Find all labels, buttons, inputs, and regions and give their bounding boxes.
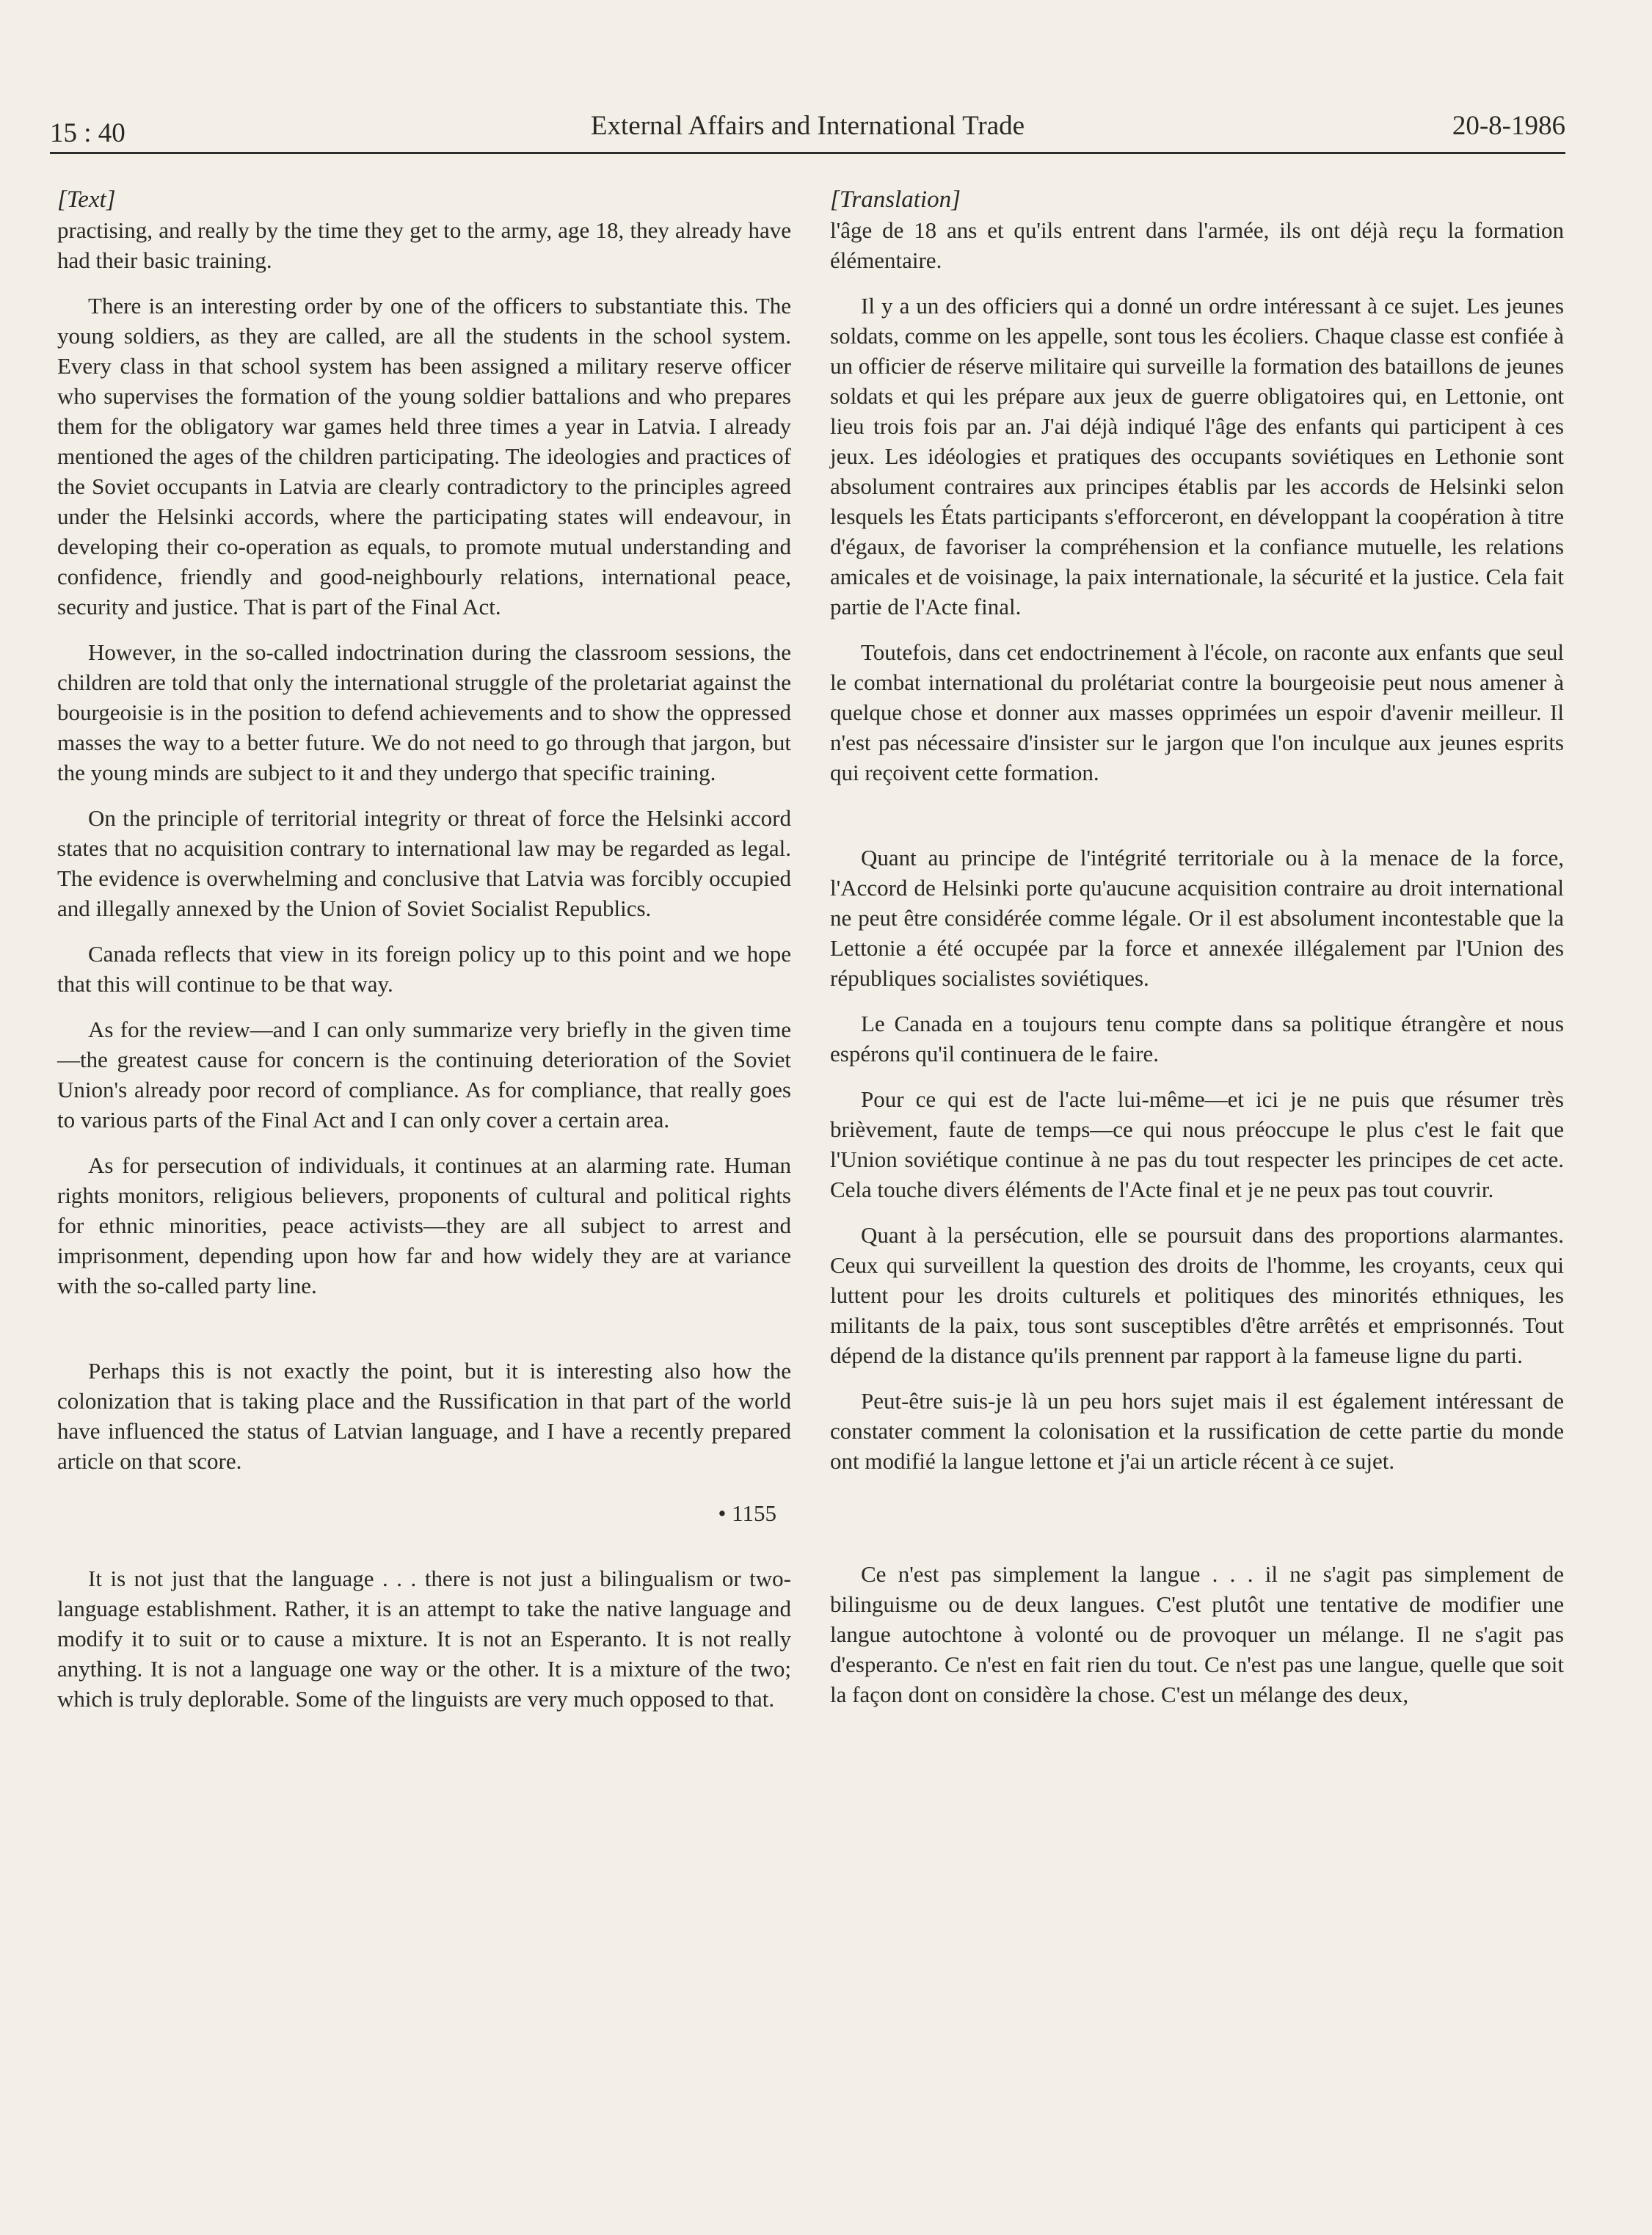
paragraph: It is not just that the language . . . there is not just a bilingualism or two-language establishment. Rather, it is an attempt to take the native language and modify it to suit or to cause a mixture. It is not an Esperanto. It is not really anything. It is not a language one way or the other. It is a mixture of the two; which is truly deplorable. Some of the linguists are very much opposed to that.	[57, 1566, 791, 1712]
spacer	[830, 803, 1564, 843]
paragraph: Canada reflects that view in its foreign policy up to this point and we hope that this will continue to be that way.	[57, 941, 791, 997]
paragraph: As for persecution of individuals, it continues at an alarming rate. Human rights monitors, religious believers, proponents of cultural and political rights for ethnic minorities, peace activists—they are all subject to arrest and imprisonment, depending upon how far and how widely they are at variance with the so-called party line.	[57, 1152, 791, 1298]
paragraph: As for the review—and I can only summarize very briefly in the given time—the greatest cause for concern is the continuing deterioration of the Soviet Union's already poor record of compliance. As for compliance, that really goes to various parts of the Final Act and I can only cover a certain area.	[57, 1017, 791, 1133]
paragraph: Quant au principe de l'intégrité territoriale ou à la menace de la force, l'Accord de Helsinki porte qu'aucune acquisition contraire au droit international ne peut être considérée comme légale. Or il est absolument incontestable que la Lettonie a été occupée par la force et annexée illégalement par l'Union des républiques socialistes soviétiques.	[830, 845, 1564, 991]
header-date: 20-8-1986	[1452, 111, 1565, 141]
paragraph: Ce n'est pas simplement la langue . . . il ne s'agit pas simplement de bilinguisme ou de deux langues. C'est plutôt une tentative de modifier une langue autochtone à volonté ou de provoquer un mélange. Il ne s'agit pas d'esperanto. Ce n'est en fait rien du tout. Ce n'est pas une langue, quelle que soit la façon dont on considère la chose. C'est un mélange des deux,	[830, 1561, 1564, 1707]
paragraph: Quant à la persécution, elle se poursuit dans des proportions alarmantes. Ceux qui surveillent la question des droits de l'homme, les croyants, ceux qui luttent pour les droits culturels et politiques des minorités ethniques, les militants de la paix, tous sont susceptibles d'être arrêtés et emprisonnés. Tout dépend de la distance qu'ils prennent par rapport à la fameuse ligne du parti.	[830, 1222, 1564, 1368]
paragraph: Peut-être suis-je là un peu hors sujet mais il est également intéressant de constater comment la colonisation et la russification de cette partie du monde ont modifié la langue lettone et j'ai un article récent à ce sujet.	[830, 1388, 1564, 1474]
spacer	[830, 1491, 1564, 1559]
paragraph: practising, and really by the time they get to the army, age 18, they already have had their basic training.	[57, 217, 791, 273]
spacer	[57, 1316, 791, 1356]
column-label-translation: [Translation]	[830, 186, 961, 213]
english-column	[57, 185, 791, 1729]
paragraph: However, in the so-called indoctrination during the classroom sessions, the children are told that only the international struggle of the proletariat against the bourgeoisie is in the position to defend achievements and to show the oppressed masses the way to a better future. We do not need to go through that jargon, but the young minds are subject to it and they undergo that specific training.	[57, 639, 791, 785]
page-reference: 15 : 40	[50, 118, 125, 148]
paragraph: Pour ce qui est de l'acte lui-même—et ici je ne puis que résumer très brièvement, faute de temps—ce qui nous préoccupe le plus c'est le fait que l'Union soviétique continue à ne pas du tout respecter les principes de cet acte. Cela touche divers éléments de l'Acte final et je ne peux pas tout couvrir.	[830, 1086, 1564, 1202]
page-header	[50, 110, 1565, 154]
column-label-text: [Text]	[57, 186, 116, 213]
header-rule	[50, 152, 1565, 154]
paragraph: On the principle of territorial integrity or threat of force the Helsinki accord states that no acquisition contrary to international law may be regarded as legal. The evidence is overwhelming and conclusive that Latvia was forcibly occupied and illegally annexed by the Union of Soviet Socialist Republics.	[57, 805, 791, 921]
paragraph: Le Canada en a toujours tenu compte dans sa politique étrangère et nous espérons qu'il continuera de le faire.	[830, 1011, 1564, 1066]
paragraph: There is an interesting order by one of the officers to substantiate this. The young soldiers, as they are called, are all the students in the school system. Every class in that school system has been assigned a military reserve officer who supervises the formation of the young soldier battalions and who prepares them for the obligatory war games held three times a year in Latvia. I already mentioned the ages of the children participating. The ideologies and practices of the Soviet occupants in Latvia are clearly contradictory to the principles agreed under the Helsinki accords, where the participating states will endeavour, in developing their co-operation as equals, to promote mutual understanding and confidence, friendly and good-neighbourly relations, international peace, security and justice. That is part of the Final Act.	[57, 293, 791, 619]
paragraph: Toutefois, dans cet endoctrinement à l'école, on raconte aux enfants que seul le combat international du prolétariat contre la bourgeoisie peut nous amener à quelque chose et donner aux masses opprimées un espoir d'avenir meilleur. Il n'est pas nécessaire d'insister sur le jargon que l'on inculque aux jeunes esprits qui reçoivent cette formation.	[830, 639, 1564, 785]
running-title: External Affairs and International Trade	[590, 111, 1025, 141]
page-marker: • 1155	[718, 1500, 776, 1526]
french-column	[830, 185, 1564, 1725]
paragraph: Perhaps this is not exactly the point, but it is interesting also how the colonization that is taking place and the Russification in that part of the world have influenced the status of Latvian language, and I have a recently prepared article on that score.	[57, 1358, 791, 1474]
paragraph: Il y a un des officiers qui a donné un ordre intéressant à ce sujet. Les jeunes soldats, comme on les appelle, sont tous les écoliers. Chaque classe est confiée à un officier de réserve militaire qui surveille la formation des bataillons de jeunes soldats et qui les prépare aux jeux de guerre obligatoires qui, en Lettonie, ont lieu trois fois par an. J'ai déjà indiqué l'âge des enfants qui participent à ces jeux. Les idéologies et pratiques des occupants soviétiques en Lethonie sont absolument contraires aux principes établis par les accords de Helsinki selon lesquels les États participants s'efforceront, en développant la coopération à titre d'égaux, de favoriser la compréhension et la confiance mutuelle, les relations amicales et de voisinage, la paix internationale, la sécurité et la justice. Cela fait partie de l'Acte final.	[830, 293, 1564, 619]
paragraph: l'âge de 18 ans et qu'ils entrent dans l'armée, ils ont déjà reçu la formation élémentaire.	[830, 217, 1564, 273]
